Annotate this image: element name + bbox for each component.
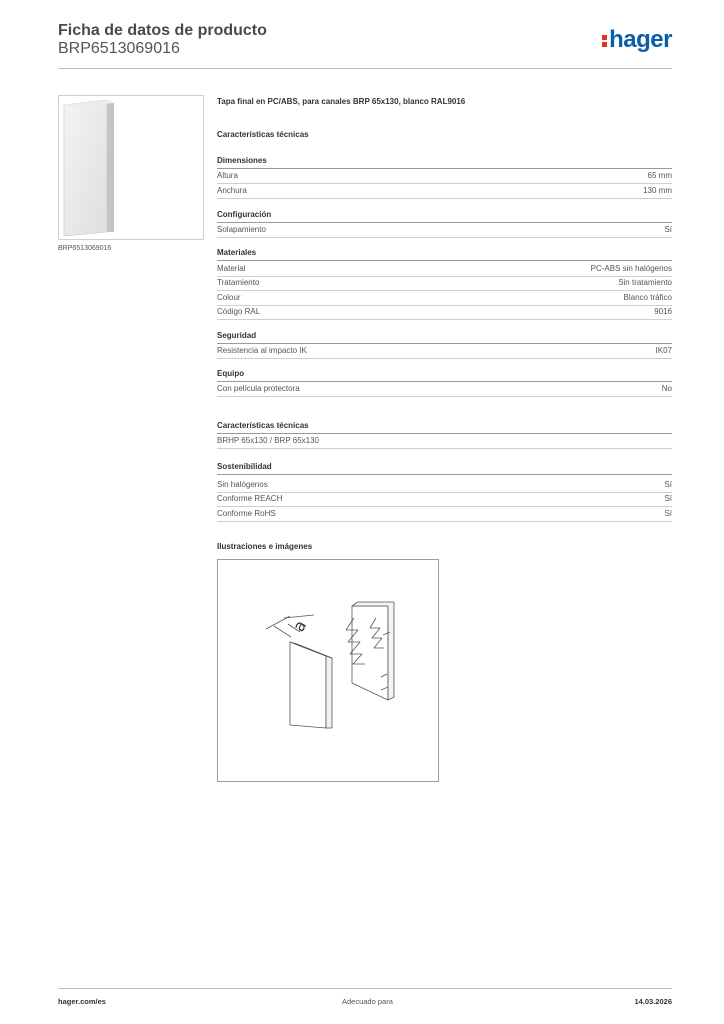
spec-label: Conforme REACH <box>217 494 283 503</box>
hager-logo <box>602 28 672 52</box>
document-title: Ficha de datos de producto <box>58 22 267 39</box>
spec-label: Material <box>217 264 246 273</box>
footer-website-link[interactable]: hager.com/es <box>58 997 106 1006</box>
product-reference: BRP6513069016 <box>58 40 180 57</box>
spec-value: Sin tratamiento <box>618 278 672 287</box>
header-divider <box>58 68 672 69</box>
spec-label: Colour <box>217 293 241 302</box>
spec-value: Sí <box>664 225 672 234</box>
spec-label: Código RAL <box>217 307 261 316</box>
spec-row <box>217 507 672 522</box>
spec-row <box>217 382 672 397</box>
spec-label: Anchura <box>217 186 247 195</box>
spec-value: IK07 <box>655 346 672 355</box>
spec-label: Conforme RoHS <box>217 509 276 518</box>
footer-suitable-for: Adecuado para <box>342 997 393 1006</box>
compatibility-heading: Características técnicas <box>217 421 672 434</box>
product-image <box>58 95 204 240</box>
spec-row <box>217 276 672 291</box>
spec-value: 130 mm <box>643 186 672 195</box>
group-title-materials: Materiales <box>217 248 672 261</box>
spec-value: Sí <box>664 480 672 489</box>
spec-value: 9016 <box>654 307 672 316</box>
spec-row <box>217 223 672 238</box>
group-title-sustainability: Sostenibilidad <box>217 462 672 475</box>
technical-drawing <box>217 559 439 782</box>
logo-text: hager <box>609 26 672 53</box>
spec-value: 65 mm <box>647 171 672 180</box>
image-caption: BRP6513069016 <box>58 245 112 252</box>
spec-label: Con película protectora <box>217 384 300 393</box>
spec-row <box>217 184 672 199</box>
spec-label: Sin halógenos <box>217 480 268 489</box>
spec-row <box>217 305 672 320</box>
spec-value: PC-ABS sin halógenos <box>590 264 672 273</box>
group-title-safety: Seguridad <box>217 331 672 344</box>
spec-label: Tratamiento <box>217 278 260 287</box>
tech-characteristics-heading: Características técnicas <box>217 130 309 139</box>
spec-row <box>217 478 672 493</box>
spec-label: Altura <box>217 171 238 180</box>
group-title-equipment: Equipo <box>217 369 672 382</box>
end-cap-drawing-icon <box>218 560 438 781</box>
logo-colon-icon <box>602 28 608 48</box>
spec-row <box>217 344 672 359</box>
spec-value: Sí <box>664 509 672 518</box>
end-cap-image-icon <box>59 96 203 239</box>
spec-row <box>217 492 672 507</box>
page-header <box>58 20 672 68</box>
spec-row <box>217 169 672 184</box>
spec-value: Blanco tráfico <box>623 293 672 302</box>
group-title-dimensions: Dimensiones <box>217 156 672 169</box>
footer-divider <box>58 988 672 989</box>
footer-date: 14.03.2026 <box>634 997 672 1006</box>
compatibility-row <box>217 434 672 449</box>
dimension-label: a <box>288 616 311 635</box>
product-description: Tapa final en PC/ABS, para canales BRP 65x130, blanco RAL9016 <box>217 97 466 106</box>
illustrations-heading: Ilustraciones e imágenes <box>217 542 313 551</box>
spec-value: No <box>661 384 672 393</box>
spec-label: Resistencia al impacto IK <box>217 346 307 355</box>
spec-label: Solapamiento <box>217 225 266 234</box>
compatibility-value: BRHP 65x130 / BRP 65x130 <box>217 436 319 445</box>
spec-value: Sí <box>664 494 672 503</box>
group-title-configuration: Configuración <box>217 210 672 223</box>
spec-row <box>217 291 672 306</box>
spec-row <box>217 262 672 277</box>
